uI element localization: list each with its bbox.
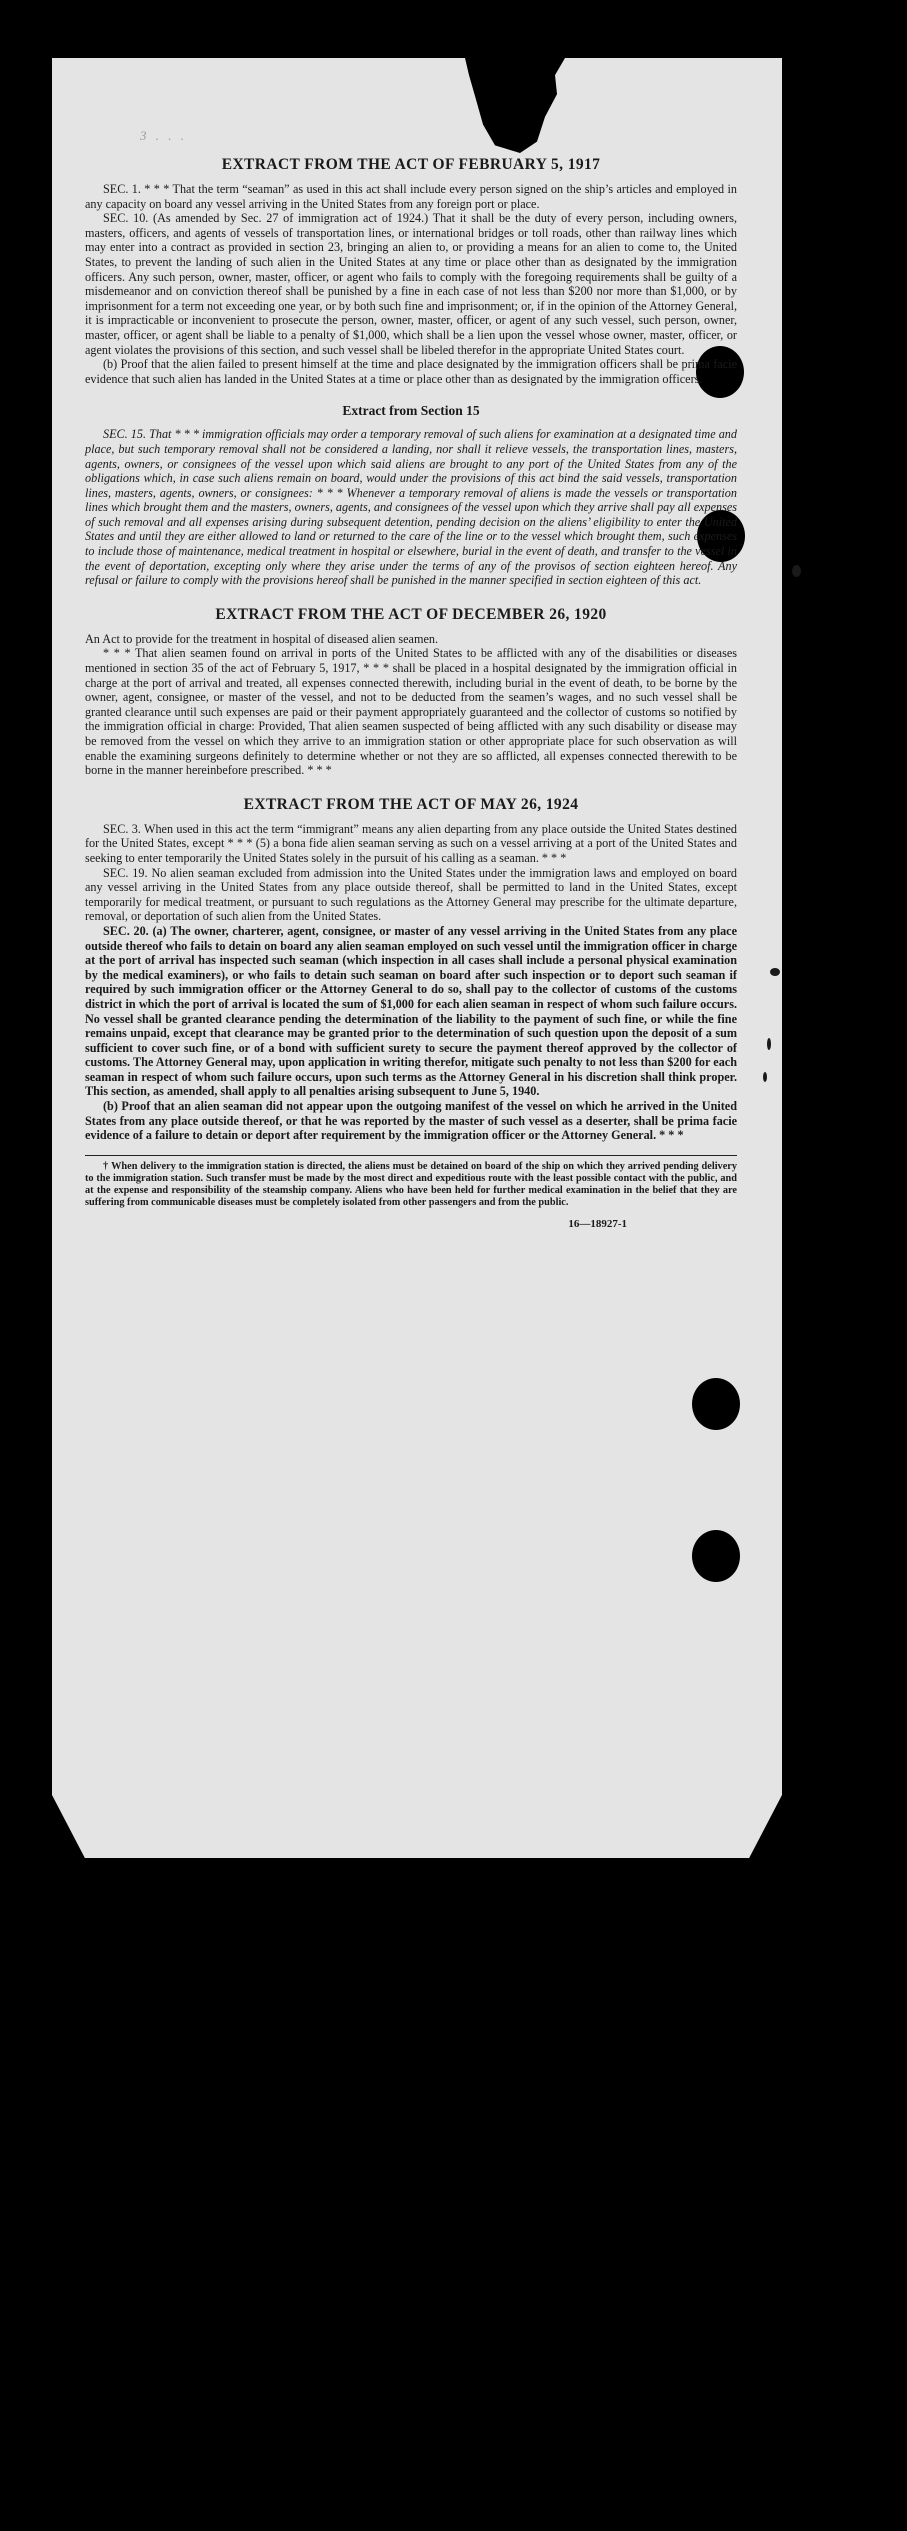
paragraph-act-1920: * * * That alien seamen found on arrival in ports of the United States to be afflicted with any of the disabilities or diseases mentioned in section 35 of the act of February 5, 1917, * * * shall be placed in a hospital designated by the immigration official in charge at the port of arrival and treated, all expenses connected therewith, including burial in the event of death, to be borne by the owner, agent, consignee, or master of the vessel, and not to be deducted from the seamen’s wages, and no such vessel shall be granted clearance until such expenses are paid or their payment appropriately guaranteed and the collector of customs so notified by the immigration official in charge: Provided, That alien seamen suspected of being afflicted with any such disability or disease may be removed from the vessel on which they arrive to an immigration station or other appropriate place for such observation as will enable the examining surgeons definitely to determine whether or not they are so afflicted, all expenses connected therewith to be borne in the manner hereinbefore prescribed. * * * (85, 646, 737, 778)
punch-hole-3 (692, 1378, 740, 1430)
edge-speck (770, 968, 780, 976)
punch-hole-4 (692, 1530, 740, 1582)
paragraph-sec-1: SEC. 1. * * * That the term “seaman” as used in this act shall include every person signed on the ship’s articles and employed in any capacity on board any vessel arriving in the United States from any foreign port or place. (85, 182, 737, 211)
heading-act-1920: EXTRACT FROM THE ACT OF DECEMBER 26, 1920 (215, 605, 607, 623)
heading-act-1924: EXTRACT FROM THE ACT OF MAY 26, 1924 (243, 795, 579, 813)
paragraph-sec-20-b: (b) Proof that an alien seaman did not appear upon the outgoing manifest of the vessel on which he arrived in the United States from any place outside thereof, or that he was reported by the master of such vessel as a deserter, shall be prima facie evidence of a failure to detain or deport after requirement by the immigration officer or the Attorney General. * * * (85, 1099, 737, 1143)
heading-act-1917: EXTRACT FROM THE ACT OF FEBRUARY 5, 1917 (221, 156, 601, 173)
paragraph-sec-10-b: (b) Proof that the alien failed to present himself at the time and place designated by the immigration officers shall be prima facie evidence that such alien has landed in the United States at a time or place other than as designated by the immigration officers. (85, 357, 737, 386)
paragraph-sec-20-a: SEC. 20. (a) The owner, charterer, agent, consignee, or master of any vessel arriving in the United States from any place outside thereof who fails to detain on board any alien seaman employed on such vessel until the immigration officer in charge at the port of arrival has inspected such seaman (which inspection in all cases shall include a personal physical examination by the medical examiners), or who fails to detain such seaman on board after such inspection or to deport such seaman if required by such immigration officer or the Attorney General to do so, shall pay to the collector of customs of the customs district in which the port of arrival is located the sum of $1,000 for each alien seaman in respect of whom such failure occurs. No vessel shall be granted clearance pending the determination of the liability to the payment of such fine, or while the fine remains unpaid, except that clearance may be granted prior to the determination of such question upon the deposit of a sum sufficient to cover such fine, or of a bond with sufficient surety to secure the payment thereof approved by the collector of customs. The Attorney General may, upon application in writing therefor, mitigate such penalty to not less than $200 for each seaman in respect of whom such failure occurs, upon such terms as the Attorney General in his discretion shall think proper. This section, as amended, shall apply to all penalties arising subsequent to June 5, 1940. (85, 923, 737, 1099)
edge-speck (763, 1072, 767, 1082)
footnote-divider (85, 1155, 737, 1156)
paragraph-sec-10: SEC. 10. (As amended by Sec. 27 of immigration act of 1924.) That it shall be the duty of every person, including owners, masters, officers, and agents of vessels of transportation lines, or international bridges or toll roads, other than railway lines which may enter into a contract as provided in section 23, bringing an alien to, or providing a means for an alien to come to, the United States, to prevent the landing of such alien in the United States at any time or place other than as designated by the immigration officers. Any such person, owner, master, officer, or agent who fails to comply with the foregoing requirements shall be guilty of a misdemeanor and on conviction thereof shall be punished by a fine in each case of not less than $200 nor more than $1,000, or by imprisonment for a term not exceeding one year, or by both such fine and imprisonment; or, if in the opinion of the Attorney General, it is impracticable or inconvenient to prosecute the person, owner, master, officer, or agent of any such vessel, such person, owner, master, officer, or agent shall be liable to a penalty of $1,000, which shall be a lien upon the vessel whose owner, master, officer, or agent violates the provisions of this section, and such vessel shall be libeled therefor in the appropriate United States court. (85, 211, 737, 357)
document-content (85, 150, 737, 1230)
paragraph-act-1920-intro: An Act to provide for the treatment in hospital of diseased alien seamen. (85, 631, 438, 646)
corner-mark: 3 . . . (140, 128, 187, 143)
paragraph-sec-15: SEC. 15. That * * * immigration officials may order a temporary removal of such aliens for examination at a designated time and place, but such temporary removal shall not be considered a landing, nor shall it relieve vessels, the transportation lines, masters, agents, owners, or consignees of the vessel upon which said aliens are brought to any port of the United States from any of the obligations which, in case such aliens remain on board, would under the provisions of this act bind the said vessels, transportation lines, masters, agents, owners, or consignees: * * * Whenever a temporary removal of aliens is made the vessels or transportation lines which brought them and the masters, owners, agents, and consignees of the vessel upon which they arrive shall pay all expenses of such removal and all expenses arising during subsequent detention, pending decision on the aliens’ eligibility to enter the United States and until they are either allowed to land or returned to the care of the line or to the vessel which brought them, such expenses to include those of maintenance, medical treatment in hospital or elsewhere, burial in the event of death, and transfer to the vessel in the event of deportation, excepting only where they arise under the terms of any of the provisos of section eighteen hereof. Any refusal or failure to comply with the provisions hereof shall be punished in the manner specified in section eighteen of this act. (85, 427, 737, 588)
edge-speck (792, 565, 801, 577)
footnote: † When delivery to the immigration station is directed, the aliens must be detained on board of the ship on which they arrived pending delivery to the immigration station. Such transfer must be made by the most direct and expeditious route with the least possible contact with the public, and at the expense and responsibility of the steamship company. Aliens who have been held for further medical examination in the belief that they are suffering from communicable diseases must be completely isolated from other passengers and from the public. (85, 1160, 737, 1209)
edge-speck (767, 1038, 771, 1050)
form-number: 16—18927-1 (568, 1217, 627, 1230)
heading-section-15: Extract from Section 15 (342, 403, 480, 419)
paragraph-sec-3: SEC. 3. When used in this act the term “immigrant” means any alien departing from any place outside the United States destined for the United States, except * * * (5) a bona fide alien seaman serving as such on a vessel arriving at a port of the United States and seeking to enter temporarily the United States solely in the pursuit of his calling as a seaman. * * * (85, 821, 737, 865)
paragraph-sec-19: SEC. 19. No alien seaman excluded from admission into the United States under the immigration laws and employed on board any vessel arriving in the United States from any place outside thereof, shall be permitted to land in the United States, except temporarily for medical treatment, or pursuant to such regulations as the Attorney General may prescribe for the ultimate departure, removal, or deportation of such alien from the United States. (85, 865, 737, 924)
